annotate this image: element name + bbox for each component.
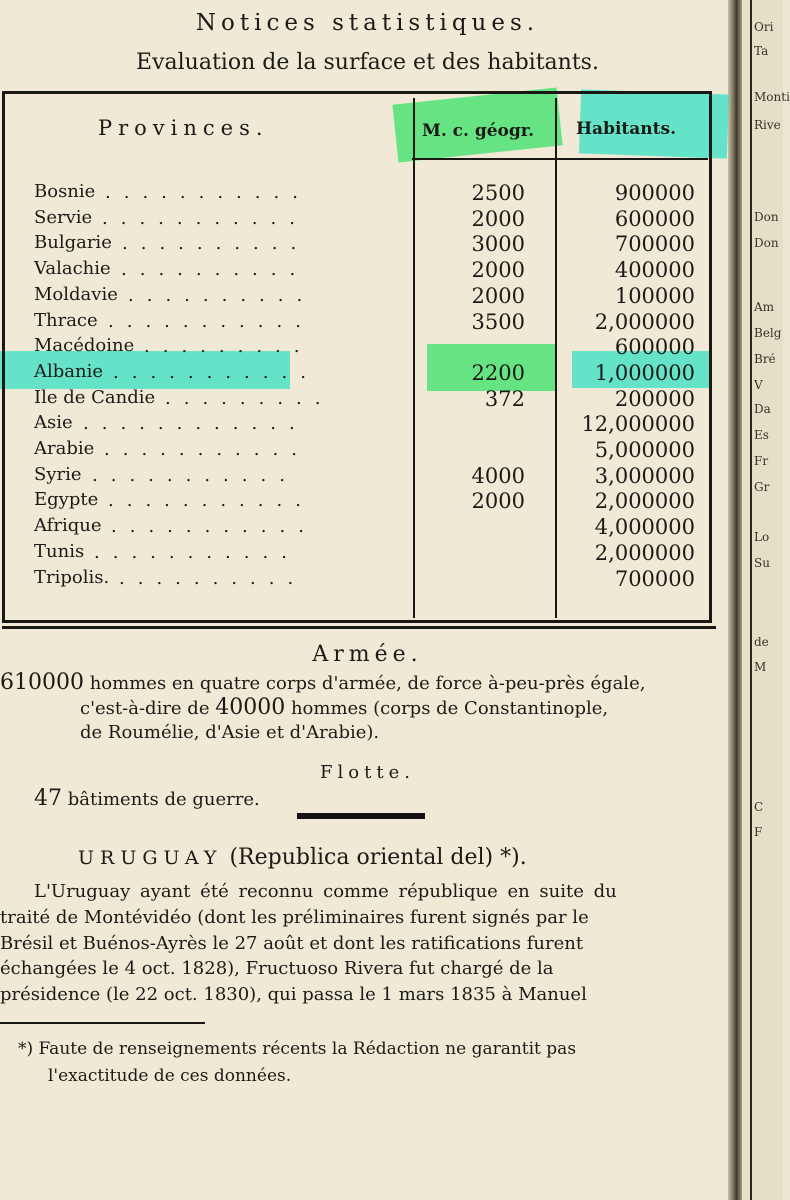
table-row — [0, 567, 712, 593]
table-row — [0, 258, 712, 284]
population-value: 5,000000 — [594, 438, 695, 462]
section-title-armee: Armée. — [312, 642, 423, 667]
surface-value: 2200 — [471, 360, 525, 385]
leader-dots: ........... — [108, 490, 314, 512]
population-value: 200000 — [614, 386, 695, 411]
table-row — [0, 181, 712, 207]
population-value: 400000 — [614, 258, 695, 283]
flotte-text: bâtiments de guerre. — [67, 789, 260, 810]
province-name: Servie — [34, 206, 93, 228]
section-title-uruguay — [78, 845, 527, 870]
province-name: Bosnie — [34, 181, 96, 202]
footnote-line-2: l'exactitude de ces données. — [48, 1066, 292, 1086]
leader-dots: ............ — [83, 413, 308, 435]
adjacent-fragment: Monti — [754, 90, 790, 104]
province-name: Afrique — [34, 515, 102, 537]
province-name: Bulgarie — [34, 232, 112, 254]
province-name: Thrace — [34, 309, 98, 331]
population-value: 600000 — [614, 335, 695, 360]
flotte-count: 47 — [34, 786, 62, 811]
adjacent-fragment: Su — [754, 556, 770, 570]
population-value: 600000 — [614, 206, 695, 231]
adjacent-fragment: Ori — [754, 20, 774, 34]
adjacent-fragment: Don — [754, 236, 779, 250]
leader-dots: .......... — [128, 284, 316, 306]
population-value: 3,000000 — [594, 463, 695, 488]
surface-value: 2000 — [471, 258, 525, 283]
surface-value: 2000 — [471, 283, 525, 308]
table-bottom-rule — [2, 626, 716, 629]
page-subtitle: Evaluation de la surface et des habitants. — [136, 50, 599, 75]
leader-dots: ........... — [104, 439, 310, 460]
adjacent-fragment: Rive — [754, 118, 781, 132]
population-value: 700000 — [614, 232, 695, 257]
adjacent-fragment: C — [754, 800, 764, 814]
province-name: Macédoine — [34, 335, 135, 357]
table-row — [0, 284, 712, 310]
province-name: Moldavie — [34, 283, 118, 305]
armee-corps-count: 40000 — [215, 695, 286, 720]
armee-line-3: de Roumélie, d'Asie et d'Arabie). — [80, 722, 380, 743]
surface-value: 372 — [484, 386, 525, 411]
leader-dots: ......... — [165, 387, 334, 409]
table-row — [0, 541, 712, 567]
adjacent-fragment: Don — [754, 210, 779, 224]
leader-dots: ........... — [94, 541, 300, 563]
leader-dots: .......... — [121, 259, 309, 281]
adjacent-fragment: F — [754, 825, 763, 839]
adjacent-fragment: Gr — [754, 480, 770, 494]
population-value: 2,000000 — [594, 489, 695, 514]
surface-value: 3000 — [471, 232, 525, 257]
table-row — [0, 335, 712, 361]
book-gutter — [728, 0, 742, 1200]
leader-dots: ........... — [113, 361, 319, 383]
armee-line-1 — [0, 670, 645, 695]
adjacent-fragment: de — [754, 635, 769, 649]
armee-text-2b: hommes (corps de Constantinople, — [290, 698, 609, 719]
population-value: 100000 — [614, 283, 695, 308]
leader-dots: ........... — [108, 310, 314, 332]
leader-dots: ........... — [105, 182, 311, 203]
column-header-provinces: Provinces. — [98, 116, 269, 140]
uruguay-para-line: traité de Montévidéo (dont les préliminaires furent signés par le — [0, 907, 589, 928]
table-row — [0, 310, 712, 336]
adjacent-page-edge — [742, 0, 790, 1200]
table-row — [0, 515, 712, 541]
armee-text-2a: c'est-à-dire de — [80, 698, 210, 719]
population-value: 2,000000 — [594, 540, 695, 565]
province-name: Valachie — [34, 258, 111, 280]
column-header-habitants: Habitants. — [576, 119, 676, 139]
table-row — [0, 387, 712, 413]
section-separator — [297, 813, 425, 819]
footnote-line-1: *) Faute de renseignements récents la Rédaction ne garantit pas — [18, 1039, 577, 1059]
uruguay-title: URUGUAY — [78, 847, 223, 869]
adjacent-page-rule — [750, 0, 752, 1200]
uruguay-para-line: L'Uruguay ayant été reconnu comme république en suite du — [34, 881, 617, 902]
adjacent-fragment: Da — [754, 402, 771, 416]
leader-dots: .......... — [119, 567, 307, 589]
surface-value: 3500 — [471, 309, 525, 334]
adjacent-fragment: M — [754, 660, 767, 674]
table-row — [0, 489, 712, 515]
province-name: Syrie — [34, 463, 82, 485]
leader-dots: .......... — [122, 233, 310, 255]
adjacent-fragment: Es — [754, 428, 769, 442]
armee-count: 610000 — [0, 670, 84, 695]
table-row — [0, 361, 712, 387]
adjacent-fragment: Fr — [754, 454, 769, 468]
page-title: Notices statistiques. — [195, 10, 540, 36]
surface-value: 4000 — [471, 463, 525, 488]
uruguay-title-suffix: (Republica oriental del) *). — [229, 845, 527, 870]
population-value: 700000 — [614, 566, 695, 591]
province-name: Ile de Candie — [34, 386, 156, 408]
population-value: 1,000000 — [594, 360, 695, 385]
leader-dots: ........... — [111, 516, 317, 538]
surface-value: 2000 — [471, 489, 525, 514]
table-row — [0, 464, 712, 490]
province-name: Asie — [34, 412, 73, 434]
leader-dots: ......... — [144, 336, 313, 358]
population-value: 900000 — [614, 181, 695, 205]
surface-value: 2500 — [471, 181, 525, 205]
table-row — [0, 438, 712, 464]
armee-text-1: hommes en quatre corps d'armée, de force à-peu-près égale, — [89, 673, 646, 694]
leader-dots: ........... — [92, 464, 298, 486]
adjacent-fragment: Ta — [754, 44, 769, 58]
province-name: Albanie — [34, 360, 104, 382]
armee-line-2 — [80, 695, 608, 720]
column-header-surface: M. c. géogr. — [422, 121, 535, 141]
adjacent-fragment: Am — [754, 300, 775, 314]
section-title-flotte: Flotte. — [320, 762, 415, 783]
population-value: 2,000000 — [594, 309, 695, 334]
uruguay-para-line: présidence (le 22 oct. 1830), qui passa le 1 mars 1835 à Manuel — [0, 984, 587, 1005]
uruguay-para-line: Brésil et Buénos-Ayrès le 27 août et dont les ratifications furent — [0, 933, 584, 954]
uruguay-para-line: échangées le 4 oct. 1828), Fructuoso Rivera fut chargé de la — [0, 958, 554, 979]
surface-value: 2000 — [471, 206, 525, 231]
header-divider — [412, 158, 708, 160]
flotte-line — [34, 786, 260, 811]
adjacent-fragment: Lo — [754, 530, 770, 544]
province-name: Tripolis. — [34, 566, 110, 588]
table-row — [0, 207, 712, 233]
province-name: Arabie — [34, 438, 95, 459]
table-row — [0, 412, 712, 438]
adjacent-fragment: Bré — [754, 352, 776, 366]
footnote-rule — [0, 1022, 205, 1024]
population-value: 4,000000 — [594, 515, 695, 540]
leader-dots: ........... — [102, 207, 308, 229]
province-name: Tunis — [34, 540, 85, 562]
province-name: Egypte — [34, 489, 99, 511]
adjacent-fragment: Belg — [754, 326, 782, 340]
adjacent-fragment: V — [754, 378, 763, 392]
population-value: 12,000000 — [581, 412, 695, 437]
table-row — [0, 232, 712, 258]
